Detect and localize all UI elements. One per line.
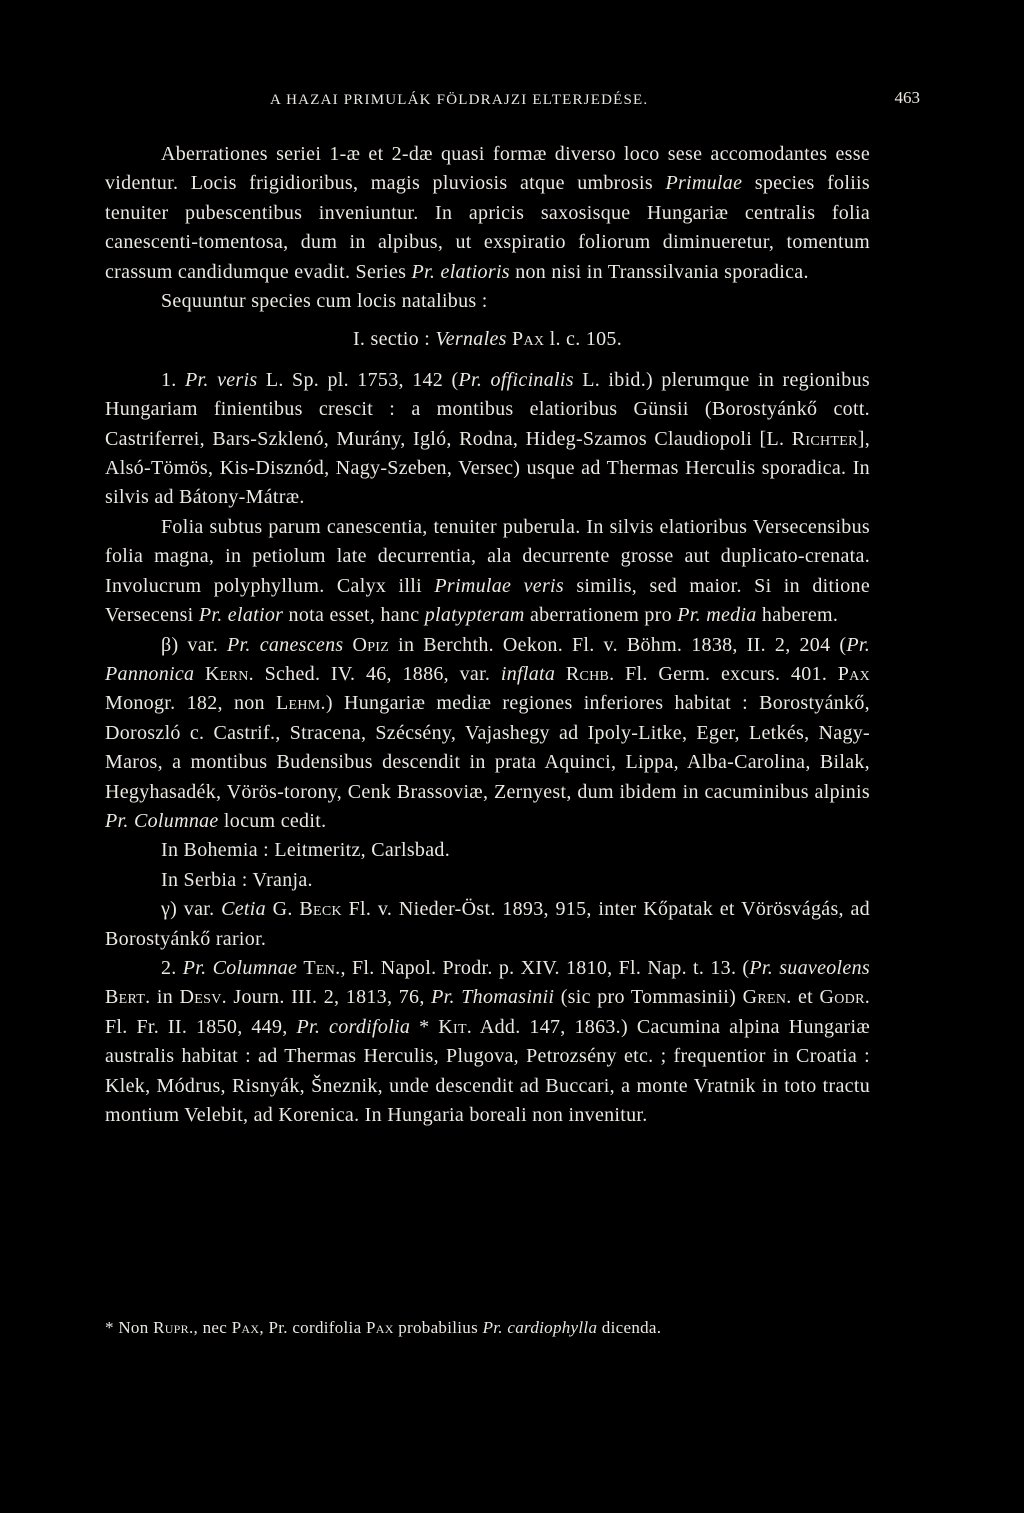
text-run: * Non [105, 1318, 154, 1337]
text-run: G. [265, 898, 300, 921]
text-run: β) var. [161, 633, 228, 656]
text-run: Folia subtus parum canescentia, tenuiter puberula. In silvis elatioribus Versecensibus folia magna, in petiolum late decurrentia, ala decurrente grosse aut duplicato-crenata. Involucrum polyphyllum. Calyx illi [105, 515, 870, 597]
text-run: l. c. 105. [544, 328, 623, 351]
text-run: et [791, 986, 820, 1009]
text-run: γ) var. [161, 898, 222, 921]
paragraph-sequuntur: Sequuntur species cum locis natalibus : [161, 290, 488, 313]
text-run: Aberrationes seriei 1-æ et 2-dæ quasi formæ diverso loco sese accomodantes esse videntur. Locis frigidioribus, magis pluviosis atque umbrosis [105, 143, 870, 195]
variety-canescens [105, 631, 870, 837]
author-name: Rupr. [153, 1318, 194, 1337]
taxon-name: Pr. suaveolens [749, 956, 870, 979]
text-run: 1. [161, 368, 185, 391]
text-run: aberrationem pro [524, 604, 678, 627]
text-run: ], Alsó-Tömös, Kis-Disznód, Nagy-Szeben, Versec) usque ad Thermas Herculis sporadica. In silvis ad Bátony-Mátræ. [105, 427, 870, 509]
taxon-name: Pr. Columnae [182, 956, 298, 979]
text-run: Add. 147, 1863.) Cacumina alpina Hungariæ australis habitat : ad Thermas Herculis, Plugova, Petrozsény etc. ; frequentior in Croatia : Klek, Módrus, Risnyák, Šneznik, unde descendit ad Buccari, a monte Vratnik in toto tractu montium Velebit, ad Korenica. In Hungaria boreali non invenitur. [105, 1015, 870, 1126]
locality-bohemia: In Bohemia : Leitmeritz, Carlsbad. [161, 839, 451, 862]
taxon-name: Pr. elatioris [411, 260, 510, 283]
text-run: Fl. Fr. II. 1850, 449, [105, 1015, 297, 1038]
author-name: Desv. [179, 986, 227, 1009]
text-run: Fl. v. Nieder-Öst. 1893, 915, inter Kőpatak et Vörösvágás, ad Borostyánkő rarior. [105, 898, 870, 950]
author-name: Bert. [105, 986, 151, 1009]
locality-serbia: In Serbia : Vranja. [161, 868, 313, 891]
text-run: Monogr. 182, non [105, 692, 277, 715]
taxon-name: Pr. officinalis [458, 368, 574, 391]
author-name: Pax [231, 1318, 260, 1337]
text-run: L. Sp. pl. 1753, 142 ( [257, 368, 459, 391]
section-heading [105, 325, 870, 354]
author-name: Beck [299, 898, 342, 921]
text-run: (sic pro Tommasinii) [554, 986, 743, 1009]
text-run: * [410, 1015, 439, 1038]
taxon-name: inflata [500, 662, 556, 685]
taxon-name: Pr. Columnae [105, 809, 219, 832]
text-run: Sched. IV. 46, 1886, var. [253, 662, 501, 685]
paragraph-aberrationes [105, 140, 870, 287]
text-run: Fl. Germ. excurs. 401. [614, 662, 838, 685]
text-run: haberem. [756, 604, 839, 627]
taxon-name: Pr. Thomasinii [431, 986, 555, 1009]
author-name: Kern. [205, 662, 254, 685]
text-run: , nec [193, 1318, 232, 1337]
taxon-name: Pr. media [677, 604, 757, 627]
taxon-name: Primulae [665, 172, 743, 195]
author-name: Godr. [819, 986, 871, 1009]
taxon-name: platypteram [424, 604, 525, 627]
paragraph-folia [105, 513, 870, 631]
running-title: A HAZAI PRIMULÁK FÖLDRAJZI ELTERJEDÉSE. [270, 92, 649, 108]
text-run: ) Hungariæ mediæ regiones inferiores habitat : Borostyánkő, Doroszló c. Castrif., Stracena, Szécsény, Vajashegy ad Ipoly-Litke, Eger, Letkés, Nagy-Maros, a montibus Budensibus descendit in prata Aquinci, Lippa, Alba-Carolina, Bilak, Hegyhasadék, Vörös-torony, Cenk Brassoviæ, Zernyest, dum ibidem in cacuminibus alpinis [105, 692, 870, 803]
species-entry-columnae [105, 954, 870, 1130]
page-number: 463 [894, 88, 920, 107]
text-run: dicenda. [597, 1318, 662, 1337]
taxon-name: Pr. elatior [198, 604, 284, 627]
main-text [105, 140, 870, 1130]
taxon-name: Pr. cordifolia [296, 1015, 411, 1038]
author-name: Rchb. [565, 662, 615, 685]
author-name: Lehm. [276, 692, 326, 715]
text-run: , Fl. Napol. Prodr. p. XIV. 1810, Fl. Nap. t. 13. ( [340, 956, 750, 979]
taxon-name: Pr. cardiophylla [482, 1318, 598, 1337]
author-name: Opiz [352, 633, 390, 656]
taxon-name: Pr. canescens [227, 633, 344, 656]
taxon-name: Cetia [221, 898, 266, 921]
author-name: Pax [365, 1318, 394, 1337]
author-name: Richter [791, 427, 858, 450]
section-name: Vernales [435, 328, 507, 351]
author-name: Ten. [303, 956, 341, 979]
text-run: I. sectio : [352, 328, 436, 351]
text-run: in [150, 986, 180, 1009]
text-run: similis, sed maior. Si in ditione Versecensi [105, 574, 870, 627]
text-run: nota esset, hanc [283, 604, 425, 627]
text-run: in Berchth. Oekon. Fl. v. Böhm. 1838, II. 2, 204 ( [389, 633, 847, 656]
author-name: Kit. [438, 1015, 473, 1038]
text-run: probabilius [393, 1318, 483, 1337]
text-run: Journ. III. 2, 1813, 76, [226, 986, 432, 1009]
running-header [270, 86, 920, 116]
text-run: 2. [161, 956, 183, 979]
text-run: locum cedit. [218, 809, 327, 832]
species-entry-veris [105, 366, 870, 513]
taxon-name: Primulae veris [434, 574, 564, 597]
variety-cetia [105, 895, 870, 954]
footnote [105, 1314, 870, 1341]
text-run: species foliis tenuiter pubescentibus inveniuntur. In apricis saxosisque Hungariæ centralis folia canescenti-tomentosa, dum in alpibus, ut exspiratio foliorum diminueretur, tomentum crassum candidumque evadit. Series [105, 172, 870, 283]
author-name: Gren. [742, 986, 792, 1009]
taxon-name: Pr. Pannonica [105, 633, 870, 685]
text-run: L. ibid.) plerumque in regionibus Hungariam finientibus crescit : a montibus elatioribus Günsii (Borostyánkő cott. Castriferrei, Bars-Szklenó, Murány, Igló, Rodna, Hideg-Szamos Claudiopoli [L. [105, 368, 870, 450]
taxon-name: Pr. veris [185, 368, 258, 391]
author-name: Pax [512, 328, 545, 351]
text-run: , Pr. cordifolia [259, 1318, 366, 1337]
text-run: non nisi in Transsilvania sporadica. [509, 260, 809, 283]
author-name: Pax [837, 662, 870, 685]
